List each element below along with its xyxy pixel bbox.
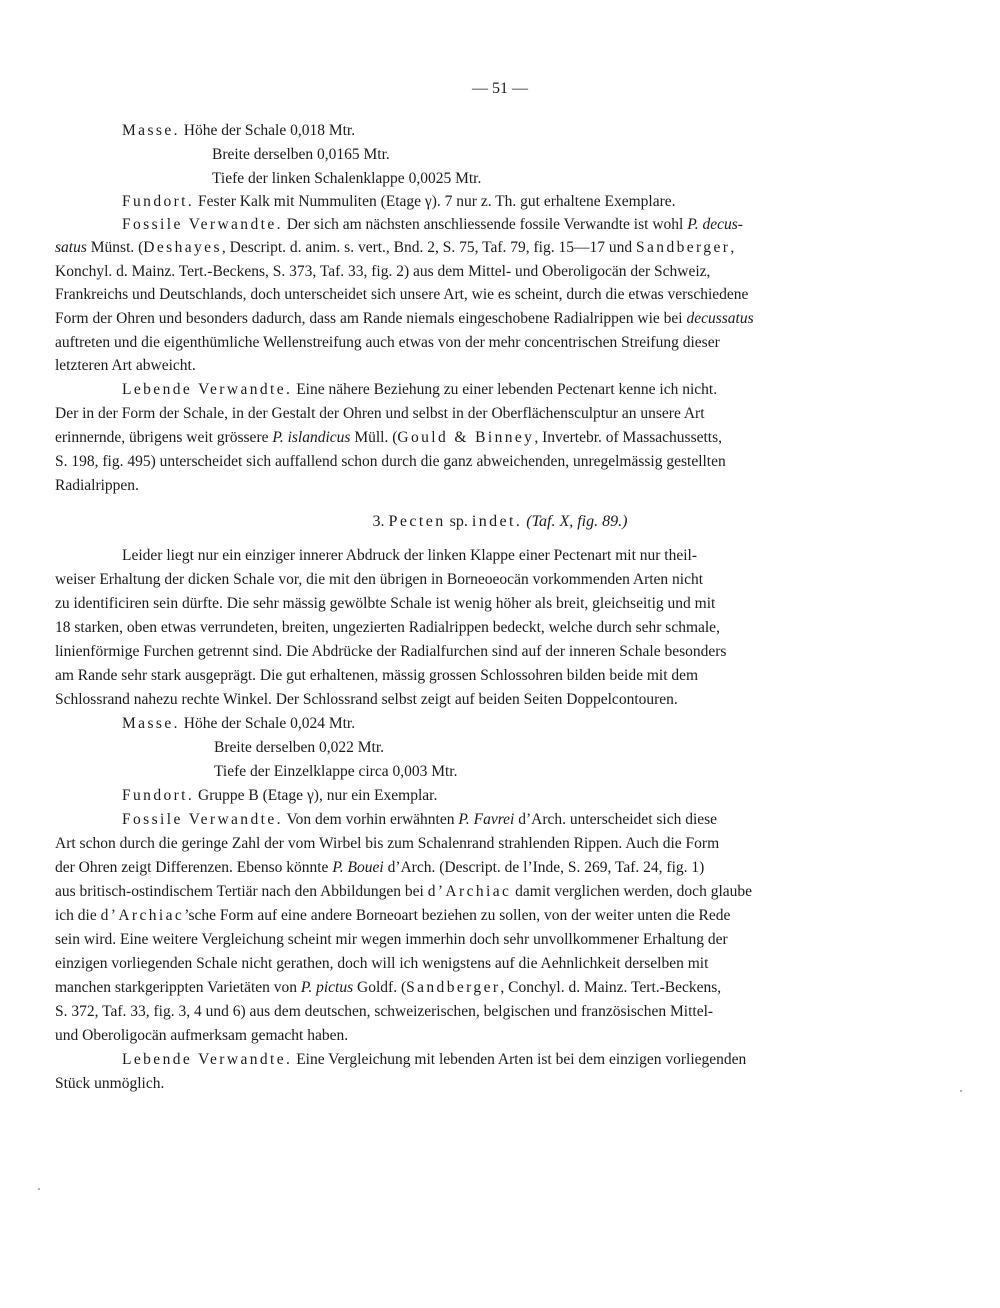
text-line: [55, 642, 726, 662]
text-segment: , Descript. d. anim. s. vert., Bnd. 2, S. 75, Taf. 79, fig. 15—17 und: [221, 239, 636, 256]
text-segment: der Ohren zeigt Differenzen. Ebenso könnte: [55, 859, 333, 876]
text-segment: Radialrippen.: [55, 477, 139, 494]
text-line: [55, 262, 710, 282]
text-line: [55, 1002, 713, 1022]
genus-name: Pecten: [388, 513, 446, 530]
text-segment: einzigen vorliegenden Schale nicht gerathen, doch will ich wenigstens auf die Aehnlichkeit derselben mit: [55, 955, 709, 972]
spaced-segment: Masse.: [122, 122, 180, 139]
italic-segment: P. Favrei: [458, 811, 515, 828]
text-segment: zu identificiren sein dürfte. Die sehr mässig gewölbte Schale ist wenig höher als breit, gleichseitig und mit: [55, 595, 716, 612]
text-segment: Höhe der Schale 0,018 Mtr.: [179, 122, 356, 139]
text-segment: ’sche Form auf eine andere Borneoart beziehen zu sollen, von der weiter unten die Rede: [184, 907, 731, 924]
text-segment: ,: [730, 239, 735, 256]
text-segment: ich die: [55, 907, 101, 924]
text-line: [122, 1050, 746, 1070]
text-segment: Müll. (: [350, 429, 398, 446]
text-segment: Fester Kalk mit Nummuliten (Etage γ). 7 nur z. Th. gut erhaltene Exemplare.: [194, 193, 676, 210]
text-line: [122, 810, 717, 830]
text-line: [55, 285, 748, 305]
text-line: [55, 882, 752, 902]
text-segment: d’Arch. unterscheidet sich diese: [514, 811, 718, 828]
text-segment: , Invertebr. of Massachussetts,: [534, 429, 723, 446]
text-segment: Der in der Form der Schale, in der Gestalt der Ohren und selbst in der Oberflächensculptur an unsere Art: [55, 405, 705, 422]
text-line: [55, 690, 678, 710]
text-segment: Art schon durch die geringe Zahl der vom Wirbel bis zum Schalenrand strahlenden Rippen. Auch die Form: [55, 835, 720, 852]
spaced-segment: d’Archiac: [427, 883, 512, 900]
text-line: [55, 452, 726, 472]
text-line: [55, 428, 722, 448]
spaced-segment: Sandberger: [636, 239, 731, 256]
text-segment: Von dem vorhin erwähnten: [282, 811, 459, 828]
text-line: [55, 309, 754, 329]
italic-segment: satus: [55, 239, 87, 256]
text-segment: am Rande sehr stark ausgeprägt. Die gut erhaltenen, mässig grossen Schlossohren bilden beide mit dem: [55, 667, 699, 684]
text-segment: S. 198, fig. 495) unterscheidet sich auffallend schon durch die ganz abweichenden, unregelmässig gestellten: [55, 453, 726, 470]
page-number: — 51 —: [472, 80, 528, 97]
species-abbrev: sp.: [445, 513, 472, 530]
text-line: [55, 930, 728, 950]
text-segment: damit verglichen werden, doch glaube: [511, 883, 753, 900]
text-segment: 18 starken, oben etwas verrundeten, breiten, ungezierten Radialrippen bedeckt, welche durch sehr schmale,: [55, 619, 720, 636]
text-line: [122, 714, 355, 734]
spaced-segment: Fundort.: [122, 787, 195, 804]
text-line: [55, 906, 730, 926]
spaced-segment: Sandberger: [406, 979, 501, 996]
text-segment: Form der Ohren und besonders dadurch, dass am Rande niemals eingeschobene Radialrippen wie bei: [55, 310, 687, 327]
text-line: [55, 333, 720, 353]
text-line: [122, 215, 743, 235]
text-segment: Eine Vergleichung mit lebenden Arten ist bei dem einzigen vorliegenden: [292, 1051, 747, 1068]
section-title: [0, 513, 1000, 531]
spaced-segment: Masse.: [122, 715, 180, 732]
text-line: [55, 978, 721, 998]
text-line: [122, 380, 717, 400]
text-segment: sein wird. Eine weitere Vergleichung scheint mir wegen immerhin doch sehr unvollkommener Erhaltung der: [55, 931, 728, 948]
text-line: [55, 618, 720, 638]
text-segment: Gruppe B (Etage γ), nur ein Exemplar.: [194, 787, 438, 804]
text-line: [212, 145, 390, 165]
text-segment: Tiefe der linken Schalenklappe 0,0025 Mtr.: [212, 170, 482, 187]
text-segment: erinnernde, übrigens weit grössere: [55, 429, 273, 446]
text-line: [55, 666, 698, 686]
italic-segment: P. islandicus: [272, 429, 351, 446]
italic-segment: P. decus-: [687, 216, 743, 233]
text-segment: und Oberoligocän aufmerksam gemacht haben.: [55, 1027, 349, 1044]
spaced-segment: Fossile Verwandte.: [122, 216, 283, 233]
text-line: [55, 858, 704, 878]
text-segment: Schlossrand nahezu rechte Winkel. Der Schlossrand selbst zeigt auf beiden Seiten Doppelcontouren.: [55, 691, 678, 708]
text-segment: Tiefe der Einzelklappe circa 0,003 Mtr.: [214, 763, 458, 780]
text-line: [55, 356, 196, 376]
text-segment: Stück unmöglich.: [55, 1075, 165, 1092]
text-line: [122, 121, 355, 141]
text-segment: Breite derselben 0,022 Mtr.: [214, 739, 385, 756]
text-line: [55, 954, 708, 974]
text-line: [55, 476, 139, 496]
spaced-segment: Gould & Binney: [397, 429, 535, 446]
spaced-segment: Lebende Verwandte.: [122, 1051, 293, 1068]
italic-segment: decussatus: [686, 310, 754, 327]
text-line: [122, 546, 697, 566]
text-segment: letzteren Art abweicht.: [55, 357, 196, 374]
text-segment: Leider liegt nur ein einziger innerer Abdruck der linken Klappe einer Pectenart mit nur theil-: [122, 547, 697, 564]
text-segment: Eine nähere Beziehung zu einer lebenden Pectenart kenne ich nicht.: [292, 381, 718, 398]
text-segment: linienförmige Furchen getrennt sind. Die Abdrücke der Radialfurchen sind auf der inneren Schale besonders: [55, 643, 727, 660]
text-segment: Der sich am nächsten anschliessende fossile Verwandte ist wohl: [282, 216, 688, 233]
text-segment: aus britisch-ostindischem Tertiär nach den Abbildungen bei: [55, 883, 428, 900]
text-segment: d’Arch. (Descript. de l’Inde, S. 269, Taf. 24, fig. 1): [383, 859, 705, 876]
text-line: [55, 238, 734, 258]
spaced-segment: Fossile Verwandte.: [122, 811, 283, 828]
scan-speck: [38, 1188, 40, 1190]
text-segment: Breite derselben 0,0165 Mtr.: [212, 146, 390, 163]
text-segment: auftreten und die eigenthümliche Wellenstreifung auch etwas von der mehr concentrischen Streifung dieser: [55, 334, 720, 351]
text-segment: Goldf. (: [353, 979, 407, 996]
text-line: [55, 1074, 164, 1094]
text-line: [55, 570, 703, 590]
spaced-segment: Deshayes: [143, 239, 222, 256]
text-segment: , Conchyl. d. Mainz. Tert.-Beckens,: [500, 979, 722, 996]
text-line: [55, 834, 719, 854]
text-line: [55, 594, 715, 614]
text-line: [214, 738, 384, 758]
text-segment: S. 372, Taf. 33, fig. 3, 4 und 6) aus dem deutschen, schweizerischen, belgischen und französischen Mittel-: [55, 1003, 714, 1020]
italic-segment: P. pictus: [300, 979, 354, 996]
text-line: [122, 192, 676, 212]
scan-speck: [960, 1090, 962, 1092]
text-segment: Höhe der Schale 0,024 Mtr.: [179, 715, 356, 732]
text-line: [212, 169, 481, 189]
text-segment: Konchyl. d. Mainz. Tert.-Beckens, S. 373, Taf. 33, fig. 2) aus dem Mittel- und Oberoligocän der Schweiz,: [55, 263, 711, 280]
text-line: [55, 404, 705, 424]
indet-label: indet.: [471, 513, 523, 530]
text-line: [214, 762, 457, 782]
text-segment: Frankreichs und Deutschlands, doch unterscheidet sich unsere Art, wie es scheint, durch die etwas verschiedene: [55, 286, 749, 303]
italic-segment: P. Bouei: [332, 859, 384, 876]
text-segment: weiser Erhaltung der dicken Schale vor, die mit den übrigen in Borneoeocän vorkommenden Arten nicht: [55, 571, 704, 588]
text-line: [55, 1026, 348, 1046]
spaced-segment: Lebende Verwandte.: [122, 381, 293, 398]
plate-reference: (Taf. X, fig. 89.): [522, 513, 628, 530]
text-line: [122, 786, 437, 806]
section-number: 3.: [372, 513, 385, 530]
spaced-segment: Fundort.: [122, 193, 195, 210]
text-segment: Münst. (: [86, 239, 144, 256]
spaced-segment: d’Archiac: [100, 907, 185, 924]
text-segment: manchen starkgerippten Varietäten von: [55, 979, 301, 996]
